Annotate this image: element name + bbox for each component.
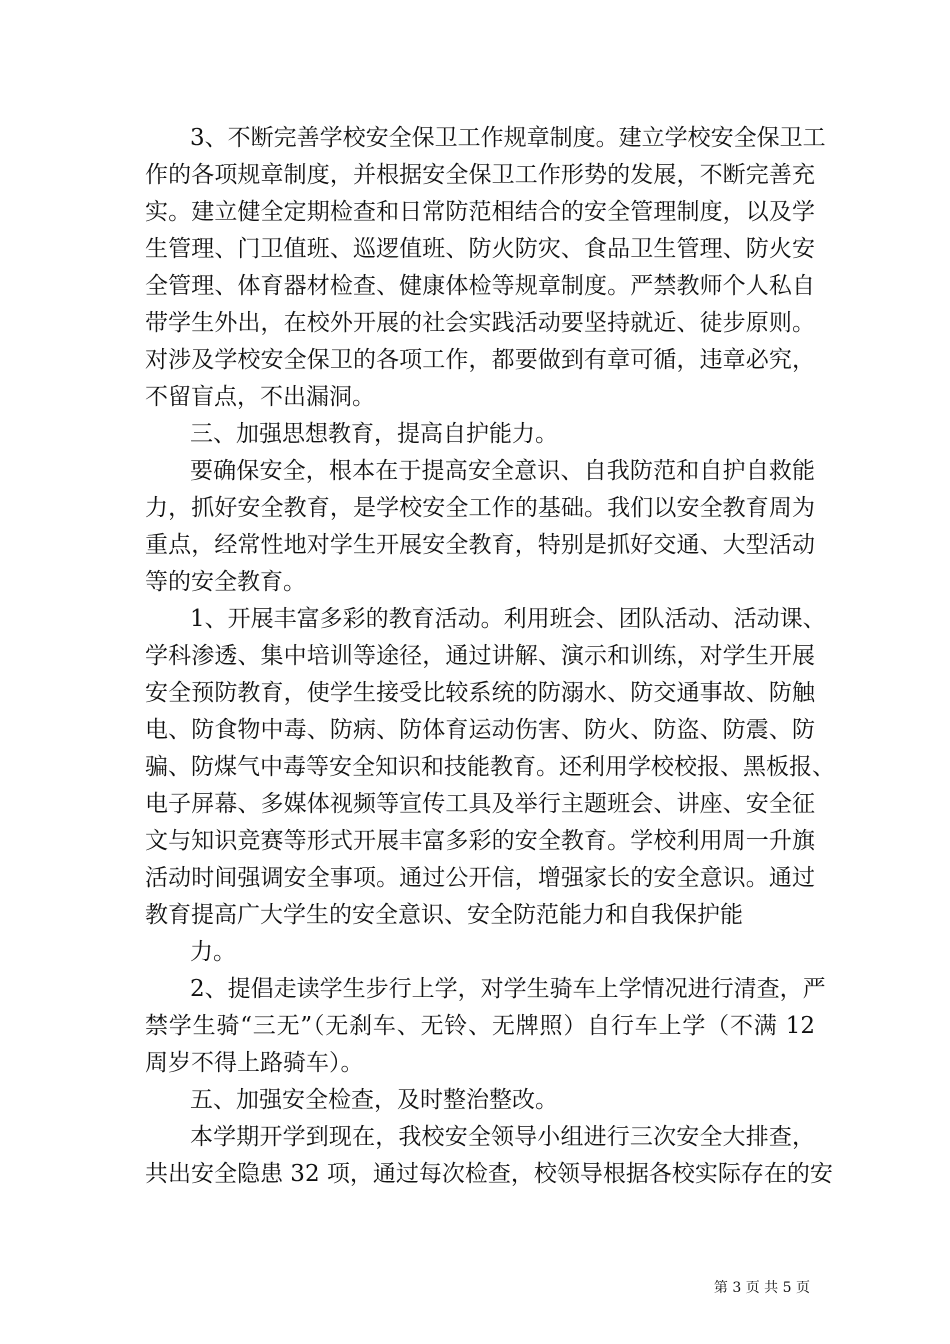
text-line: 3、不断完善学校安全保卫工作规章制度。建立学校安全保卫工	[190, 125, 826, 151]
text-line: 活动时间强调安全事项。通过公开信，增强家长的安全意识。通过	[145, 865, 815, 891]
text-line: 实。建立健全定期检查和日常防范相结合的安全管理制度，以及学	[145, 199, 815, 225]
text-line: 本学期开学到现在，我校安全领导小组进行三次安全大排查，	[190, 1124, 815, 1150]
text-line: 骗、防煤气中毒等安全知识和技能教育。还利用学校校报、黑板报、	[145, 754, 835, 780]
text-line: 安全预防教育，使学生接受比较系统的防溺水、防交通事故、防触	[145, 680, 815, 706]
text-line: 文与知识竞赛等形式开展丰富多彩的安全教育。学校利用周一升旗	[145, 828, 815, 854]
text-line: 要确保安全，根本在于提高安全意识、自我防范和自护自救能	[190, 458, 815, 484]
text-line: 电、防食物中毒、防病、防体育运动伤害、防火、防盗、防震、防	[145, 717, 815, 743]
text-line: 禁学生骑“三无”（无刹车、无铃、无牌照）自行车上学（不满 12	[145, 1013, 815, 1039]
text-line: 教育提高广大学生的安全意识、安全防范能力和自我保护能	[145, 902, 743, 928]
text-line: 力。	[190, 939, 236, 965]
text-line: 1、开展丰富多彩的教育活动。利用班会、团队活动、活动课、	[190, 606, 826, 632]
text-line: 2、提倡走读学生步行上学，对学生骑车上学情况进行清查，严	[190, 976, 826, 1002]
text-line: 重点，经常性地对学生开展安全教育，特别是抓好交通、大型活动	[145, 532, 815, 558]
text-line: 对涉及学校安全保卫的各项工作，都要做到有章可循，违章必究，	[145, 347, 815, 373]
text-line: 力，抓好安全教育，是学校安全工作的基础。我们以安全教育周为	[145, 495, 815, 521]
text-line: 不留盲点，不出漏洞。	[145, 384, 375, 410]
section-heading: 五、加强安全检查，及时整治整改。	[190, 1087, 558, 1113]
section-heading: 三、加强思想教育，提高自护能力。	[190, 421, 558, 447]
text-line: 作的各项规章制度，并根据安全保卫工作形势的发展，不断完善充	[145, 162, 815, 188]
text-line: 生管理、门卫值班、巡逻值班、防火防灾、食品卫生管理、防火安	[145, 236, 815, 262]
text-line: 共出安全隐患 32 项，通过每次检查，校领导根据各校实际存在的安	[145, 1161, 833, 1187]
text-line: 带学生外出，在校外开展的社会实践活动要坚持就近、徒步原则。	[145, 310, 815, 336]
page-number: 第 3 页 共 5 页	[713, 1280, 810, 1296]
text-line: 学科渗透、集中培训等途径，通过讲解、演示和训练，对学生开展	[145, 643, 815, 669]
text-line: 等的安全教育。	[145, 569, 306, 595]
text-line: 周岁不得上路骑车）。	[145, 1050, 364, 1076]
text-line: 全管理、体育器材检查、健康体检等规章制度。严禁教师个人私自	[145, 273, 815, 299]
text-line: 电子屏幕、多媒体视频等宣传工具及举行主题班会、讲座、安全征	[145, 791, 815, 817]
